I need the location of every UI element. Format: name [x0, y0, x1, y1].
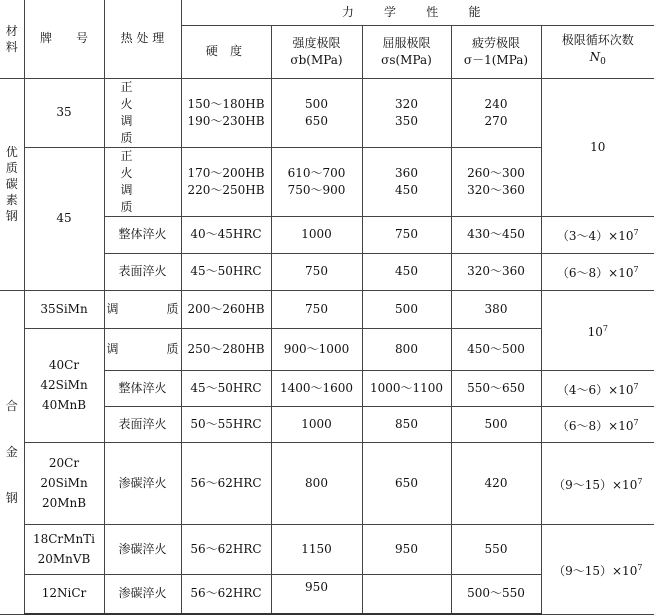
header-grade: 牌 号: [24, 0, 104, 78]
grade-cell: 12NiCr: [24, 574, 104, 614]
fatigue-cell: 550: [451, 524, 541, 574]
treatment-cell: 整体淬火: [104, 216, 181, 253]
grade-cell: 35: [24, 78, 104, 147]
treatment-cell: 表面淬火: [104, 253, 181, 290]
hardness-cell: 40～45HRC: [181, 216, 271, 253]
yield-cell: 320 350: [362, 78, 451, 147]
tensile-cell: 610～700 750～900: [271, 147, 362, 216]
hardness-cell: 150～180HB 190～230HB: [181, 78, 271, 147]
header-row-1: [0, 0, 654, 25]
tensile-cell: 1000: [271, 406, 362, 442]
cycles-cell: $(4\sim 6)\times 10^7$: [541, 370, 654, 406]
hardness-cell: 250～280HB: [181, 328, 271, 370]
hardness-cell: 56～62HRC: [181, 574, 271, 614]
fatigue-cell: 500～550: [451, 574, 541, 614]
cycles-cell: $(6\sim 8)\times 10^7$: [541, 253, 654, 290]
grade-cell: 40Cr 42SiMn 40MnB: [24, 328, 104, 442]
category-alloy-steel: [0, 290, 24, 614]
fatigue-cell: 550～650: [451, 370, 541, 406]
hardness-cell: 50～55HRC: [181, 406, 271, 442]
treatment-cell: 渗碳淬火: [104, 524, 181, 574]
yield-cell: 650: [362, 442, 451, 524]
fatigue-cell: 260～300 320～360: [451, 147, 541, 216]
tensile-cell: 1150: [271, 524, 362, 574]
treatment-cell: 正 火 调 质: [104, 78, 181, 147]
fatigue-cell: 500: [451, 406, 541, 442]
table-row: [0, 442, 654, 524]
cycles-cell: $(3\sim 4)\times 10^7$: [541, 216, 654, 253]
treatment-cell: 整体淬火: [104, 370, 181, 406]
grade-cell: 45: [24, 147, 104, 290]
fatigue-cell: 380: [451, 290, 541, 328]
header-fatigue: [451, 25, 541, 78]
header-yield-name: 屈服极限: [382, 35, 431, 50]
tensile-cell: 800: [271, 442, 362, 524]
yield-cell: 360 450: [362, 147, 451, 216]
hardness-cell: 56～62HRC: [181, 524, 271, 574]
table-row: [0, 524, 654, 574]
category-carbon-steel: [0, 78, 24, 290]
hardness-cell: 170～200HB 220～250HB: [181, 147, 271, 216]
fatigue-cell: 320～360: [451, 253, 541, 290]
header-cycles-name: 极限循环次数: [561, 33, 634, 47]
tensile-cell: 1400～1600: [271, 370, 362, 406]
tensile-cell: 1000: [271, 216, 362, 253]
tensile-cell: 950: [271, 574, 362, 614]
yield-cell: 750: [362, 216, 451, 253]
tensile-cell: 900～1000: [271, 328, 362, 370]
fatigue-cell: 430～450: [451, 216, 541, 253]
fatigue-cell: 450～500: [451, 328, 541, 370]
header-yield-symbol: σs(MPa): [381, 52, 432, 67]
treatment-cell: 表面淬火: [104, 406, 181, 442]
cycles-cell: $(9\sim 15)\times 10^7$: [541, 524, 654, 614]
table-row: [0, 290, 654, 328]
header-mechanical-properties: 力 学 性 能: [181, 0, 654, 25]
yield-cell: 800: [362, 328, 451, 370]
header-heat-treatment: 热 处 理: [104, 0, 181, 78]
category-carbon-steel-label: 优质碳素钢: [5, 145, 18, 223]
treatment-cell: 渗碳淬火: [104, 574, 181, 614]
fatigue-cell: 240 270: [451, 78, 541, 147]
cycles-cell: $(9\sim 15)\times 10^7$: [541, 442, 654, 524]
header-tensile-name: 强度极限: [292, 35, 341, 50]
treatment-cell: 渗碳淬火: [104, 442, 181, 524]
grade-cell: 35SiMn: [24, 290, 104, 328]
yield-cell: 450: [362, 253, 451, 290]
grade-cell: 18CrMnTi 20MnVB: [24, 524, 104, 574]
yield-cell: 500: [362, 290, 451, 328]
cycles-cell: $(6\sim 8)\times 10^7$: [541, 406, 654, 442]
hardness-cell: 45～50HRC: [181, 370, 271, 406]
yield-cell: 950: [362, 524, 451, 574]
treatment-cell: 正 火 调 质: [104, 147, 181, 216]
treatment-cell: 调 质: [104, 328, 181, 370]
tensile-cell: 750: [271, 253, 362, 290]
treatment-cell: 调 质: [104, 290, 181, 328]
yield-cell: 1000～1100: [362, 370, 451, 406]
header-fatigue-name: 疲劳极限: [471, 35, 520, 50]
header-tensile: [271, 25, 362, 78]
header-material-label: 材料: [5, 23, 18, 54]
hardness-cell: 45～50HRC: [181, 253, 271, 290]
hardness-cell: 200～260HB: [181, 290, 271, 328]
header-cycles: [541, 25, 654, 78]
fatigue-cell: 420: [451, 442, 541, 524]
category-alloy-steel-label: 合金钢: [5, 399, 18, 505]
cycles-cell: 10: [541, 78, 654, 216]
header-cycles-symbol: $N_0$: [589, 50, 606, 67]
tensile-cell: 750: [271, 290, 362, 328]
header-material: [0, 0, 24, 78]
yield-cell: 850: [362, 406, 451, 442]
cycles-cell: $10^7$: [541, 290, 654, 370]
grade-cell: 20Cr 20SiMn 20MnB: [24, 442, 104, 524]
header-fatigue-symbol: σ－1(MPa): [463, 52, 529, 67]
header-tensile-symbol: σb(MPa): [290, 52, 343, 67]
table-row: [0, 78, 654, 147]
yield-cell: [362, 574, 451, 614]
header-yield: [362, 25, 451, 78]
header-hardness: 硬 度: [181, 25, 271, 78]
hardness-cell: 56～62HRC: [181, 442, 271, 524]
tensile-cell: 500 650: [271, 78, 362, 147]
